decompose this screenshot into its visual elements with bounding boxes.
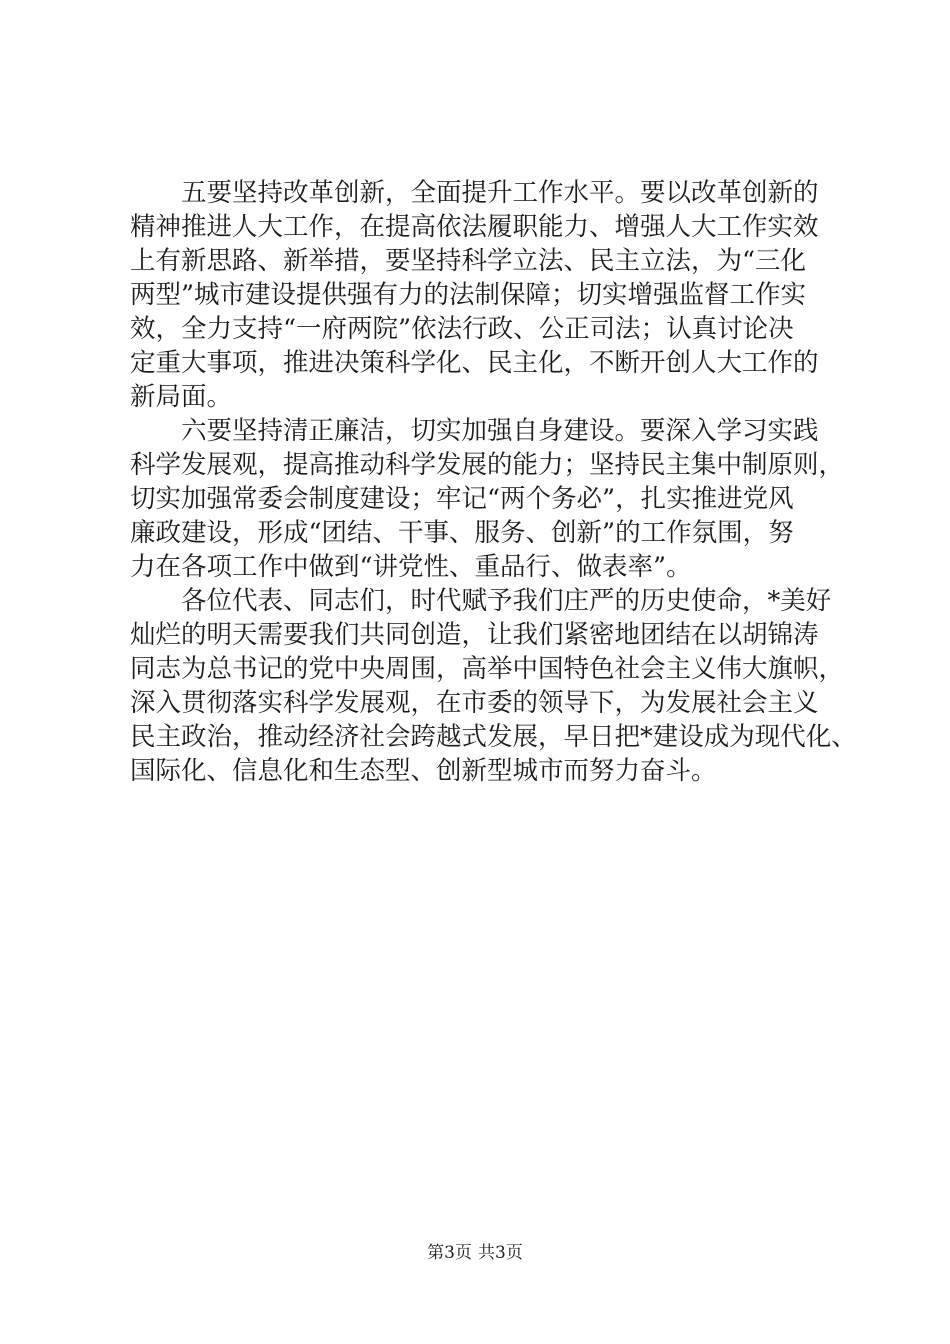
paragraph-line: 深入贯彻落实科学发展观，在市委的领导下，为发展社会主义 <box>130 688 819 718</box>
document-body <box>130 176 857 788</box>
paragraph-five <box>130 176 830 414</box>
paragraph-line: 上有新思路、新举措，要坚持科学立法、民主立法，为“三化 <box>130 246 807 276</box>
paragraph-line: 科学发展观，提高推动科学发展的能力；坚持民主集中制原则， <box>130 450 845 480</box>
paragraph-line: 各位代表、同志们，时代赋予我们庄严的历史使命，*美好 <box>181 586 832 616</box>
paragraph-closing <box>130 584 857 788</box>
paragraph-line: 切实加强常委会制度建设；牢记“两个务必”，扎实推进党风 <box>130 484 794 514</box>
paragraph-line: 同志为总书记的党中央周围，高举中国特色社会主义伟大旗帜， <box>130 654 845 684</box>
paragraph-line: 五要坚持改革创新，全面提升工作水平。要以改革创新的 <box>181 178 819 208</box>
paragraph-line: 六要坚持清正廉洁，切实加强自身建设。要深入学习实践 <box>181 416 819 446</box>
paragraph-line: 廉政建设，形成“团结、干事、服务、创新”的工作氛围，努 <box>130 518 794 548</box>
paragraph-line: 国际化、信息化和生态型、创新型城市而努力奋斗。 <box>130 756 717 786</box>
paragraph-line: 力在各项工作中做到“讲党性、重品行、做表率”。 <box>130 552 692 582</box>
page-number: 第3页 <box>427 1243 472 1263</box>
paragraph-line: 定重大事项，推进决策科学化、民主化，不断开创人大工作的 <box>130 348 819 378</box>
paragraph-line: 灿烂的明天需要我们共同创造，让我们紧密地团结在以胡锦涛 <box>130 620 819 650</box>
paragraph-line: 精神推进人大工作，在提高依法履职能力、增强人大工作实效 <box>130 212 819 242</box>
paragraph-line: 效，全力支持“一府两院”依法行政、公正司法；认真讨论决 <box>130 314 794 344</box>
page-footer <box>0 1242 950 1264</box>
paragraph-line: 两型”城市建设提供强有力的法制保障；切实增强监督工作实 <box>130 280 807 310</box>
page-total: 共3页 <box>478 1243 523 1263</box>
paragraph-line: 民主政治，推动经济社会跨越式发展，早日把*建设成为现代化、 <box>130 722 857 752</box>
paragraph-six <box>130 414 845 584</box>
paragraph-line: 新局面。 <box>130 382 233 412</box>
